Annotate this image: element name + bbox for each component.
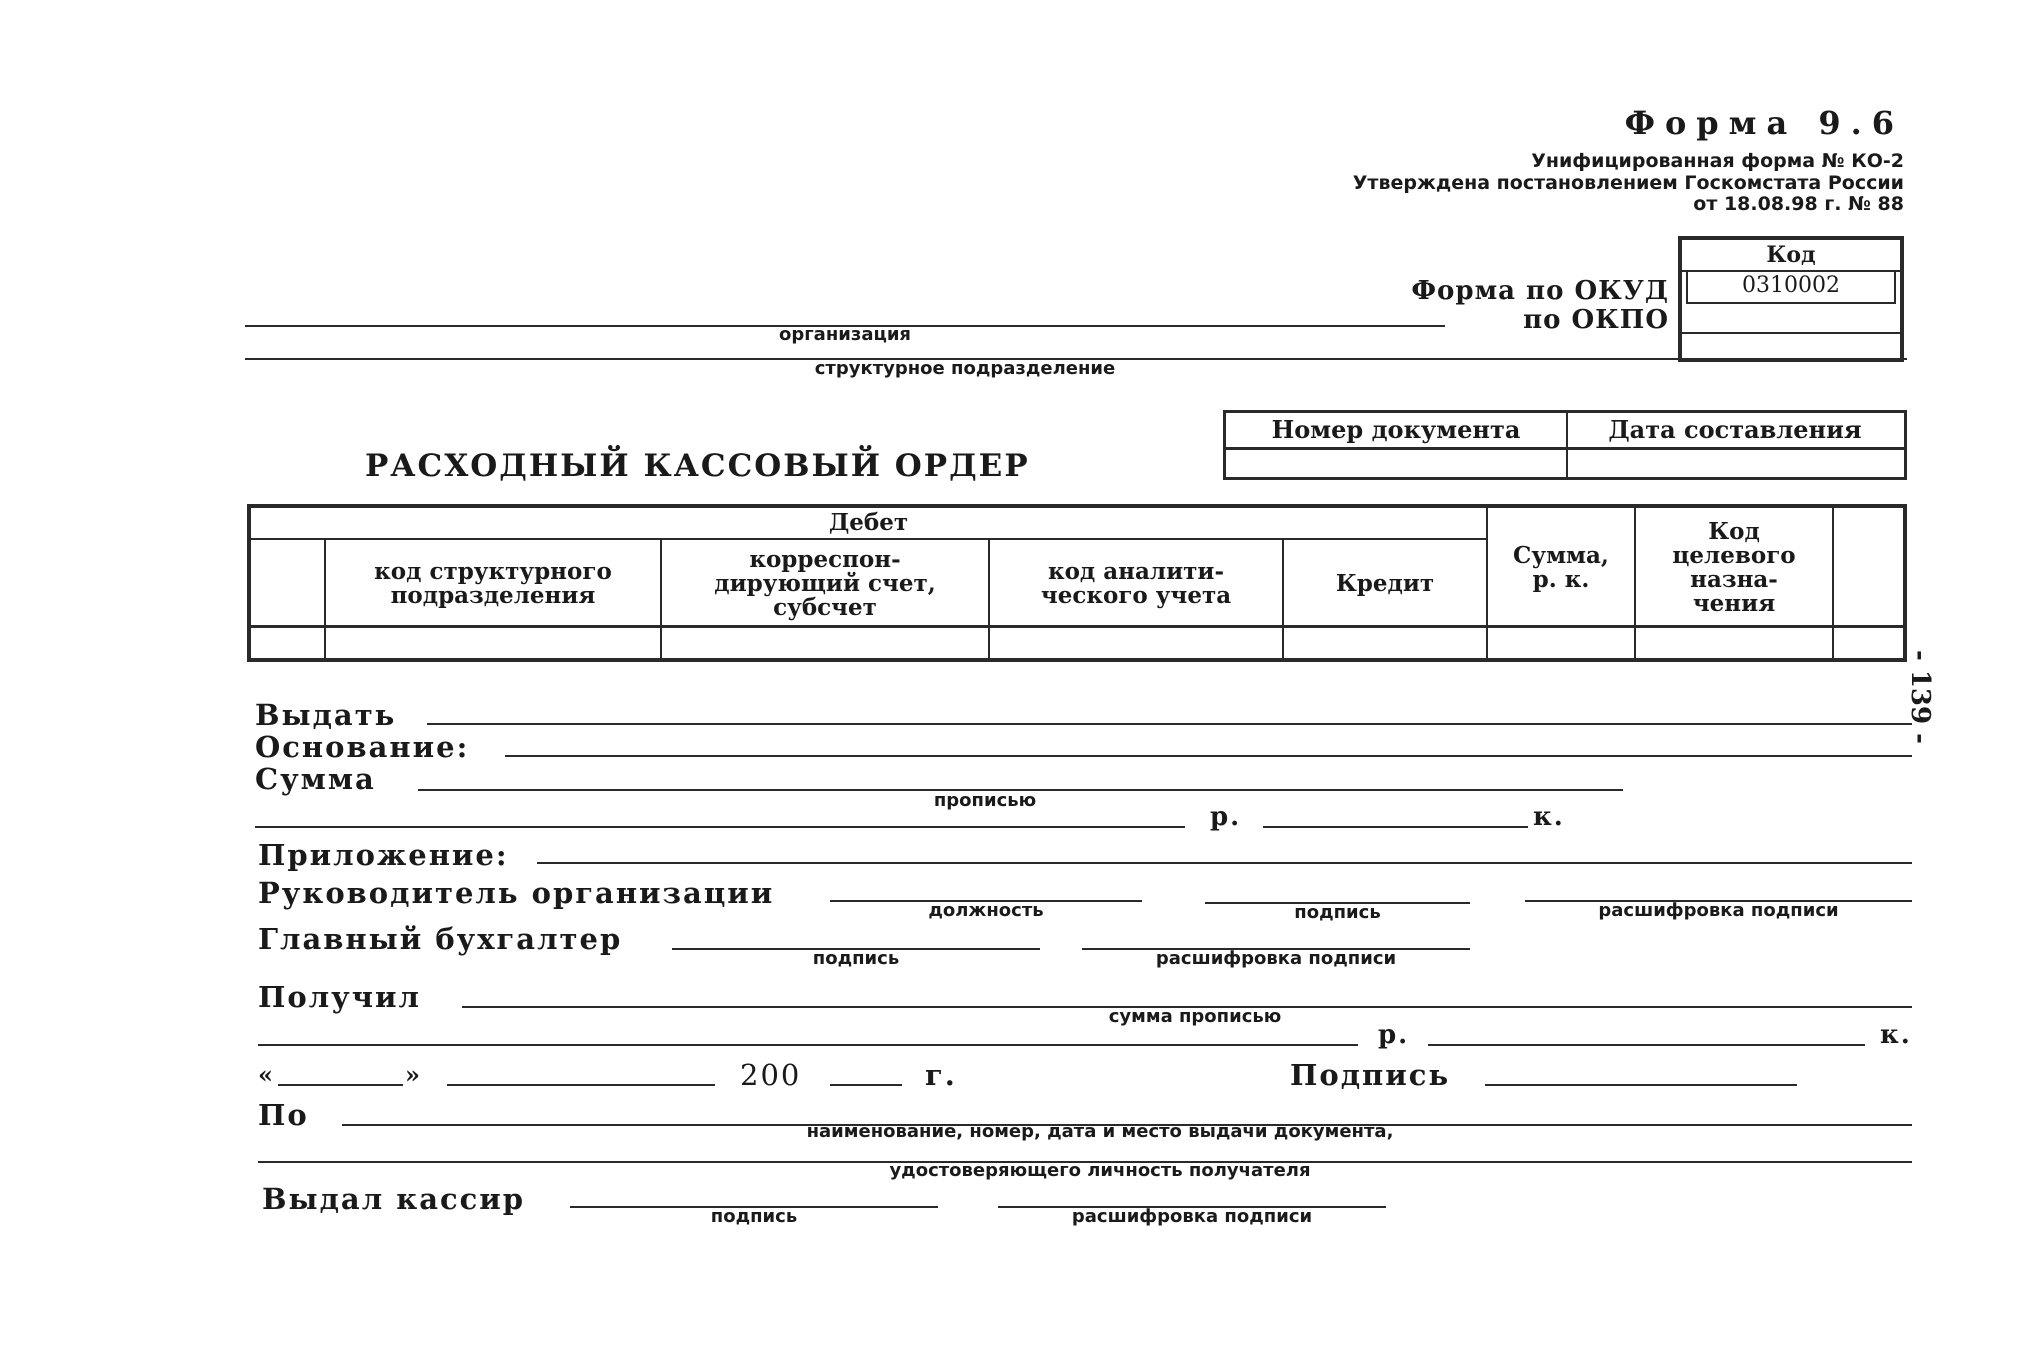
col-purpose-code: Код целевого назна-чения	[1636, 508, 1834, 628]
subdivision-caption: структурное подразделение	[814, 358, 1116, 379]
accountant-signature-decode-caption: расшифровка подписи	[1155, 948, 1397, 969]
col-blank-2	[1834, 508, 1903, 628]
position-caption: должность	[928, 900, 1044, 921]
codes-header: Код	[1682, 240, 1900, 272]
year-field[interactable]	[830, 1084, 902, 1086]
director-signature-decode-caption: расшифровка подписи	[1598, 900, 1839, 921]
page-number: - 139 -	[1905, 650, 1935, 744]
document-date-header: Дата составления	[1566, 413, 1904, 450]
in-words-caption: прописью	[933, 790, 1037, 811]
cashier-signature-decode-caption: расшифровка подписи	[1071, 1206, 1313, 1227]
attachment-label: Приложение:	[258, 838, 509, 872]
issue-field[interactable]	[427, 723, 1912, 725]
document-number-date-box	[1223, 410, 1907, 480]
sum-in-words-caption: сумма прописью	[1108, 1006, 1282, 1027]
col-credit: Кредит	[1284, 540, 1488, 628]
table-cell[interactable]	[1636, 628, 1834, 658]
year-prefix: 200	[740, 1058, 802, 1092]
date-open-quote: «	[258, 1060, 275, 1089]
table-cell[interactable]	[990, 628, 1284, 658]
okud-label: Форма по ОКУД	[1411, 276, 1669, 306]
col-corresponding-account: корреспон-дирующий счет, субсчет	[662, 540, 990, 628]
rub-label: р.	[1210, 802, 1242, 832]
sum-label: Сумма	[255, 762, 376, 796]
codes-box	[1678, 236, 1904, 362]
table-cell[interactable]	[251, 628, 326, 658]
document-date-field[interactable]	[1566, 450, 1904, 477]
cashier-signature-caption: подпись	[710, 1206, 798, 1227]
unified-form-line: Унифицированная форма № КО-2	[1531, 150, 1904, 172]
okpo-code-field[interactable]	[1682, 302, 1900, 334]
col-sum: Сумма, р. к.	[1488, 508, 1636, 628]
table-cell[interactable]	[1284, 628, 1488, 658]
debit-header: Дебет	[251, 508, 1488, 540]
col-subdivision-code: код структурного подразделения	[326, 540, 662, 628]
accountant-signature-caption: подпись	[812, 948, 900, 969]
basis-field[interactable]	[505, 755, 1912, 757]
approved-by-line: Утверждена постановлением Госкомстата России	[1352, 172, 1904, 194]
col-analytic-code: код аналити-ческого учета	[990, 540, 1284, 628]
chief-accountant-label: Главный бухгалтер	[258, 922, 623, 956]
sum-in-words-field-2[interactable]	[255, 826, 1185, 828]
cashier-label: Выдал кассир	[262, 1182, 526, 1216]
received-label: Получил	[258, 980, 421, 1014]
received-rub-label: р.	[1378, 1020, 1410, 1050]
table-cell[interactable]	[1488, 628, 1636, 658]
approved-date-line: от 18.08.98 г. № 88	[1693, 193, 1904, 215]
signature-label: Подпись	[1290, 1058, 1451, 1092]
id-document-caption-2: удостоверяющего личность получателя	[889, 1160, 1311, 1181]
issue-label: Выдать	[255, 698, 397, 732]
okud-code-field[interactable]: 0310002	[1686, 270, 1896, 304]
received-sum-field-2[interactable]	[258, 1044, 1358, 1046]
date-month-field[interactable]	[447, 1084, 715, 1086]
id-document-caption-1: наименование, номер, дата и место выдачи документа,	[806, 1121, 1394, 1142]
table-cell[interactable]	[326, 628, 662, 658]
basis-label: Основание:	[255, 730, 470, 764]
date-close-quote: »	[405, 1060, 422, 1089]
year-suffix: г.	[925, 1058, 957, 1092]
table-cell[interactable]	[1834, 628, 1903, 658]
document-title: РАСХОДНЫЙ КАССОВЫЙ ОРДЕР	[365, 448, 1030, 484]
accounting-table	[247, 504, 1907, 662]
kop-label: к.	[1533, 802, 1565, 832]
okpo-label: по ОКПО	[1523, 305, 1669, 335]
form-number-title: Форма 9.6	[1624, 104, 1904, 142]
table-cell[interactable]	[662, 628, 990, 658]
director-signature-caption: подпись	[1294, 902, 1381, 923]
by-label: По	[258, 1098, 309, 1132]
document-number-field[interactable]	[1226, 450, 1568, 477]
date-day-field[interactable]	[278, 1084, 403, 1086]
document-number-header: Номер документа	[1226, 413, 1568, 450]
recipient-signature-field[interactable]	[1485, 1084, 1797, 1086]
organization-caption: организация	[779, 324, 911, 345]
received-kop-field[interactable]	[1428, 1044, 1865, 1046]
director-label: Руководитель организации	[258, 876, 775, 910]
received-kop-label: к.	[1880, 1020, 1912, 1050]
kop-amount-field[interactable]	[1263, 826, 1528, 828]
col-blank-1	[251, 540, 326, 628]
attachment-field[interactable]	[537, 862, 1912, 864]
